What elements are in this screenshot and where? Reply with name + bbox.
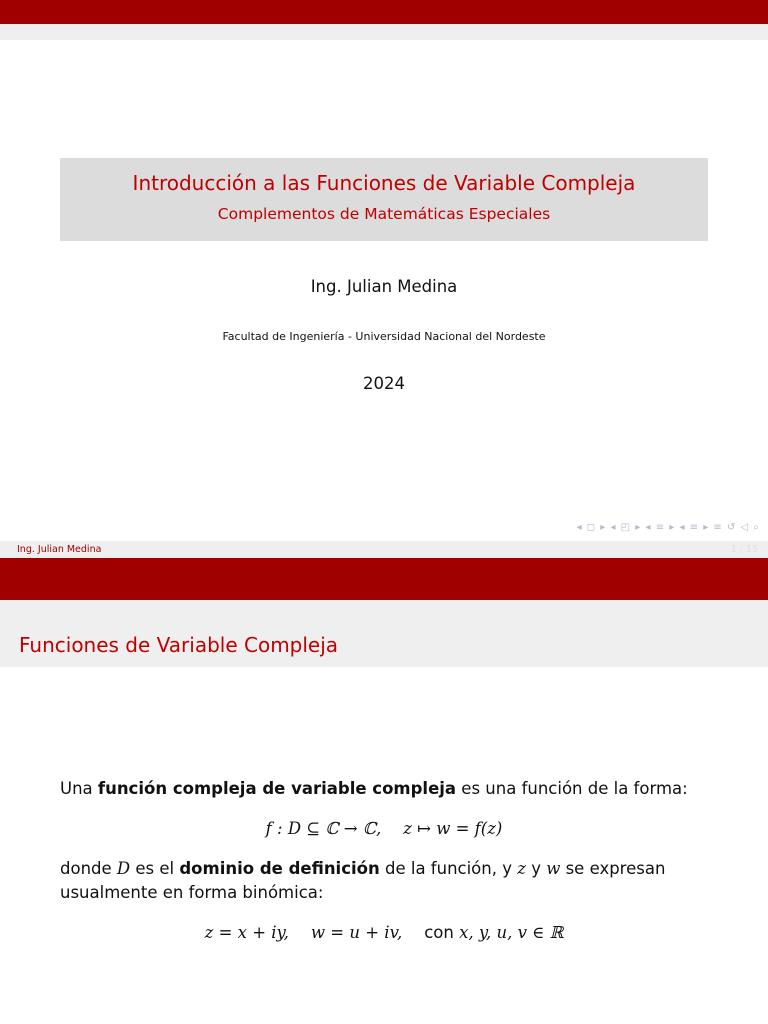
text: usualmente en forma binómica: xyxy=(60,883,324,902)
equation-binomic xyxy=(0,921,768,945)
footer-author: Ing. Julian Medina xyxy=(17,544,102,555)
math-var: w xyxy=(546,859,561,878)
con-word: con xyxy=(424,923,454,942)
slide2-header-bar xyxy=(0,558,768,600)
equation-function xyxy=(0,817,768,841)
definition-paragraph xyxy=(60,777,710,801)
footer-bar xyxy=(0,541,768,558)
institute: Facultad de Ingeniería - Universidad Nacional del Nordeste xyxy=(222,330,546,343)
top-header-bar xyxy=(0,0,768,24)
frame-title: Funciones de Variable Compleja xyxy=(19,633,339,657)
author-name: Ing. Julian Medina xyxy=(310,277,458,296)
text: es una función de la forma: xyxy=(456,779,688,798)
text: es el xyxy=(130,859,180,878)
text: se expresan xyxy=(560,859,666,878)
domain-paragraph xyxy=(60,857,710,905)
navigation-symbols[interactable]: ◂ ◻ ▸ ◂ ◰ ▸ ◂ ≡ ▸ ◂ ≡ ▸ ≡ ↺ ◁ ⌕ xyxy=(576,522,760,533)
equation-z: z = x + iy, xyxy=(204,923,289,942)
equation-left: f : D ⊆ ℂ → ℂ, xyxy=(265,819,382,838)
text: de la función, y xyxy=(379,859,518,878)
equation-w: w = u + iv, xyxy=(310,923,403,942)
math-var: D xyxy=(116,859,131,878)
presentation-date: 2024 xyxy=(363,374,405,393)
text: Una xyxy=(60,779,98,798)
presentation-subtitle: Complementos de Matemáticas Especiales xyxy=(217,205,551,223)
title-block xyxy=(60,158,708,241)
equation-reals: x, y, u, v ∈ ℝ xyxy=(459,923,564,942)
text: y xyxy=(525,859,547,878)
footer-page-number: 1 / 15 xyxy=(730,544,758,555)
header-subbar xyxy=(0,24,768,40)
bold-term: dominio de definición xyxy=(179,859,380,878)
text: donde xyxy=(60,859,117,878)
equation-right: z ↦ w = f(z) xyxy=(403,819,503,838)
bold-term: función compleja de variable compleja xyxy=(97,779,457,798)
math-var: z xyxy=(517,859,526,878)
presentation-title: Introducción a las Funciones de Variable Compleja xyxy=(132,171,636,195)
